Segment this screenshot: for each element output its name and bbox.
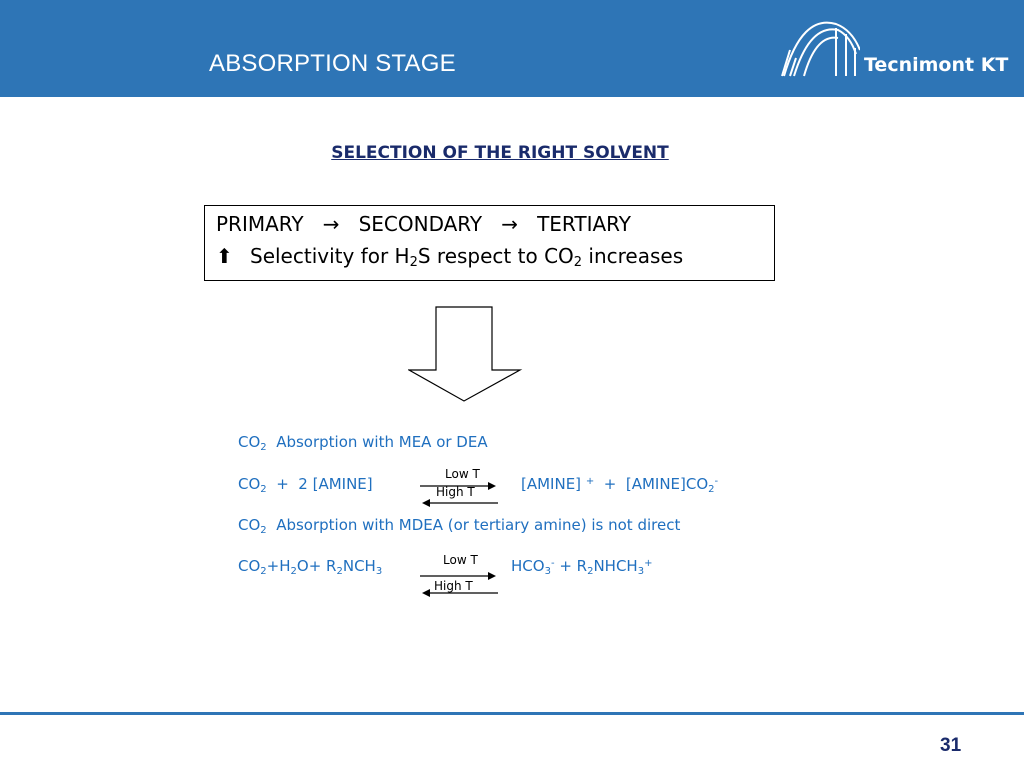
- equilibrium-arrows-icon: [418, 571, 500, 599]
- section-subtitle: SELECTION OF THE RIGHT SOLVENT: [331, 143, 669, 163]
- logo-text: Tecnimont KT: [864, 54, 1009, 76]
- header-bar: [0, 0, 1024, 97]
- primary-reaction-reactants: $CO_2 + 2$ [AMINE]: [238, 475, 373, 495]
- amine-selectivity-box: [204, 205, 775, 281]
- tertiary-reaction-reactants: $CO_2+H_2O+ R_2NCH_3$: [238, 557, 383, 577]
- low-t-label: Low T: [445, 467, 480, 481]
- primary-label: PRIMARY: [216, 212, 304, 236]
- right-arrow-icon: →: [322, 212, 340, 236]
- primary-reaction-products: [AMINE] $^+ + [AMINE]CO_2^-$: [521, 475, 719, 495]
- footer-divider: [0, 712, 1024, 715]
- high-t-label: High T: [434, 579, 473, 593]
- tertiary-label: TERTIARY: [537, 212, 631, 236]
- equilibrium-arrows-icon: [418, 480, 500, 508]
- down-arrow-icon: [408, 306, 524, 404]
- slide-title: ABSORPTION STAGE: [209, 50, 456, 77]
- high-t-label: High T: [436, 485, 475, 499]
- secondary-label: SECONDARY: [358, 212, 483, 236]
- tecnimont-logo-icon: [780, 20, 860, 80]
- up-arrow-icon: ⬆: [216, 244, 233, 268]
- tertiary-reaction-products: $HCO_3^-$ + $R_2NHCH_3^+$: [511, 557, 653, 577]
- mea-dea-statement: $CO_2$ Absorption with MEA or DEA: [238, 433, 488, 453]
- selectivity-line: ⬆ Selectivity for $H_2S$ respect to $CO_2$ increases: [216, 244, 684, 270]
- page-number: 31: [940, 735, 962, 756]
- low-t-label: Low T: [443, 553, 478, 567]
- right-arrow-icon: →: [501, 212, 518, 236]
- amine-order-line: [216, 212, 631, 236]
- mdea-statement: $CO_2$ Absorption with MDEA (or tertiary amine) is not direct: [238, 516, 681, 536]
